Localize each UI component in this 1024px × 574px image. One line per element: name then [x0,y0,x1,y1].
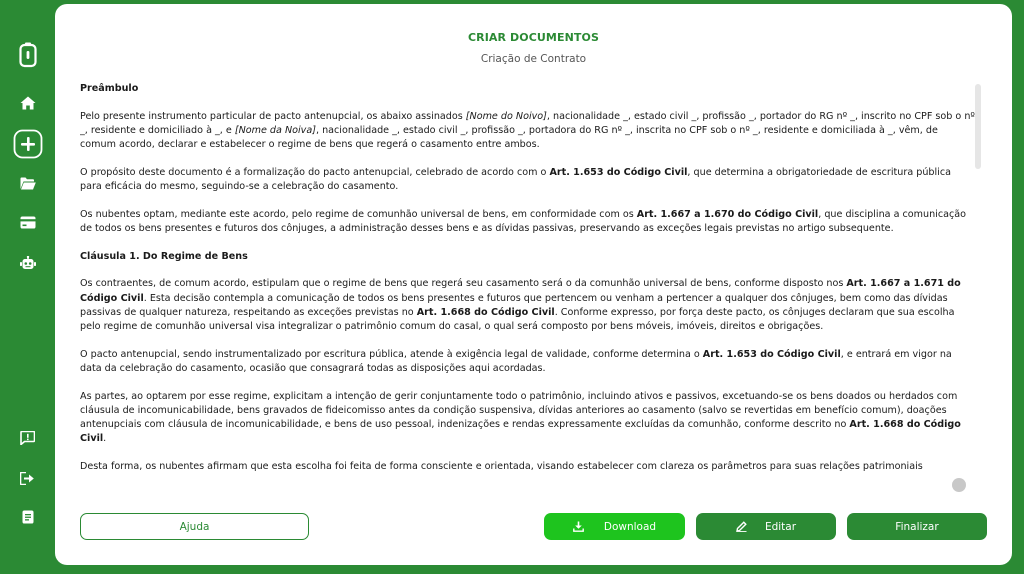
credit-card-icon[interactable] [0,207,55,237]
logo-icon[interactable] [0,40,55,70]
scroll-handle[interactable] [952,478,966,492]
logout-icon[interactable] [0,463,55,493]
document-icon[interactable] [0,502,55,532]
help-button-label: Ajuda [179,520,210,533]
help-button[interactable] [80,513,309,540]
pencil-icon [736,521,747,532]
download-icon [573,521,584,532]
paragraph-7: Desta forma, os nubentes afirmam que esta escolha foi feita de forma consciente e orientada, visando estabelecer com clareza os parâmetros para suas relações patrimoniais [80,460,923,472]
finalize-button[interactable] [847,513,987,540]
clause-1-heading: Cláusula 1. Do Regime de Bens [80,250,248,262]
edit-button-label: Editar [764,520,797,533]
contract-text[interactable] [80,82,975,497]
add-icon[interactable] [0,129,55,159]
preamble-heading: Preâmbulo [80,83,139,94]
sidebar [0,0,55,574]
paragraph-3: Os nubentes optam, mediante este acordo, pelo regime de comunhão universal de bens, em conformidade com os Art. 1.667 a 1.670 do Código Civil, que disciplina a comunicação de todos os bens presentes e futuros dos cônjuges, a administração desses bens e as dívidas passivas, preservando as exceções legais previstas no artigo subsequente. [80,208,967,234]
paragraph-5: O pacto antenupcial, sendo instrumentalizado por escritura pública, atende à exigência legal de validade, conforme determina o Art. 1.653 do Código Civil, e entrará em vigor na data da celebração do casamento, ocasião que consagrará todas as disposições aqui acordadas. [80,348,952,374]
paragraph-1: Pelo presente instrumento particular de pacto antenupcial, os abaixo assinados [Nome do Noivo], nacionalidade _, estado civil _, profissão _, portador do RG nº _, inscrito no CPF sob o nº _, residente e domiciliado à _, e [Nome da Noiva], nacionalidade _, estado civil _, profissão _, portadora do RG nº _, inscrita no CPF sob o nº _, residente e domiciliada à _, vêm, de comum acordo, declarar e estabelecer o regime de bens que regerá o casamento entre ambos. [80,110,975,151]
edit-button[interactable] [696,513,836,540]
scrollbar[interactable] [975,84,981,169]
home-icon[interactable] [0,88,55,118]
paragraph-4: Os contraentes, de comum acordo, estipulam que o regime de bens que regerá seu casamento será o da comunhão universal de bens, conforme disposto nos Art. 1.667 a 1.671 do Código Civil. Esta decisão contempla a comunicação de todos os bens presentes e futuros que pertencem ou venham a pertencer a qualquer dos cônjuges, bem como das dívidas passivas de qualquer natureza, respeitando as exceções previstas no Art. 1.668 do Código Civil. Conforme expresso, por força deste pacto, os cônjuges declaram que sua escolha pelo regime de comunhão universal visa integralizar o patrimônio comum do casal, o qual será composto por bens móveis, imóveis, direitos e obrigações. [80,278,961,332]
paragraph-2: O propósito deste documento é a formalização do pacto antenupcial, celebrado de acordo com o Art. 1.653 do Código Civil, que determina a obrigatoriedade de escritura pública para eficácia do mesmo, seguindo-se a celebração do casamento. [80,166,952,193]
folder-icon[interactable] [0,168,55,198]
download-button-label: Download [603,520,657,533]
robot-icon[interactable] [0,248,55,278]
page-subtitle: Criação de Contrato [480,53,587,65]
paragraph-6: As partes, ao optarem por esse regime, explicitam a intenção de gerir conjuntamente todo o patrimônio, incluindo ativos e passivos, excetuando-se os bens doados ou herdados com cláusula de incomunicabilidade, bens gravados de fideicomisso antes da condição suspensiva, dívidas anteriores ao casamento (salvo se revertidas em benefício comum), doações antenupciais com cláusula de incomunicabilidade, e bens de uso pessoal, indenizações e rendas expressamente excluídas da comunhão, conforme descrito no Art. 1.668 do Código Civil. [80,390,961,445]
download-button[interactable] [544,513,685,540]
finalize-button-label: Finalizar [895,520,939,533]
feedback-icon[interactable] [0,423,55,453]
page-title: CRIAR DOCUMENTOS [468,31,599,44]
document-card [55,4,1012,565]
